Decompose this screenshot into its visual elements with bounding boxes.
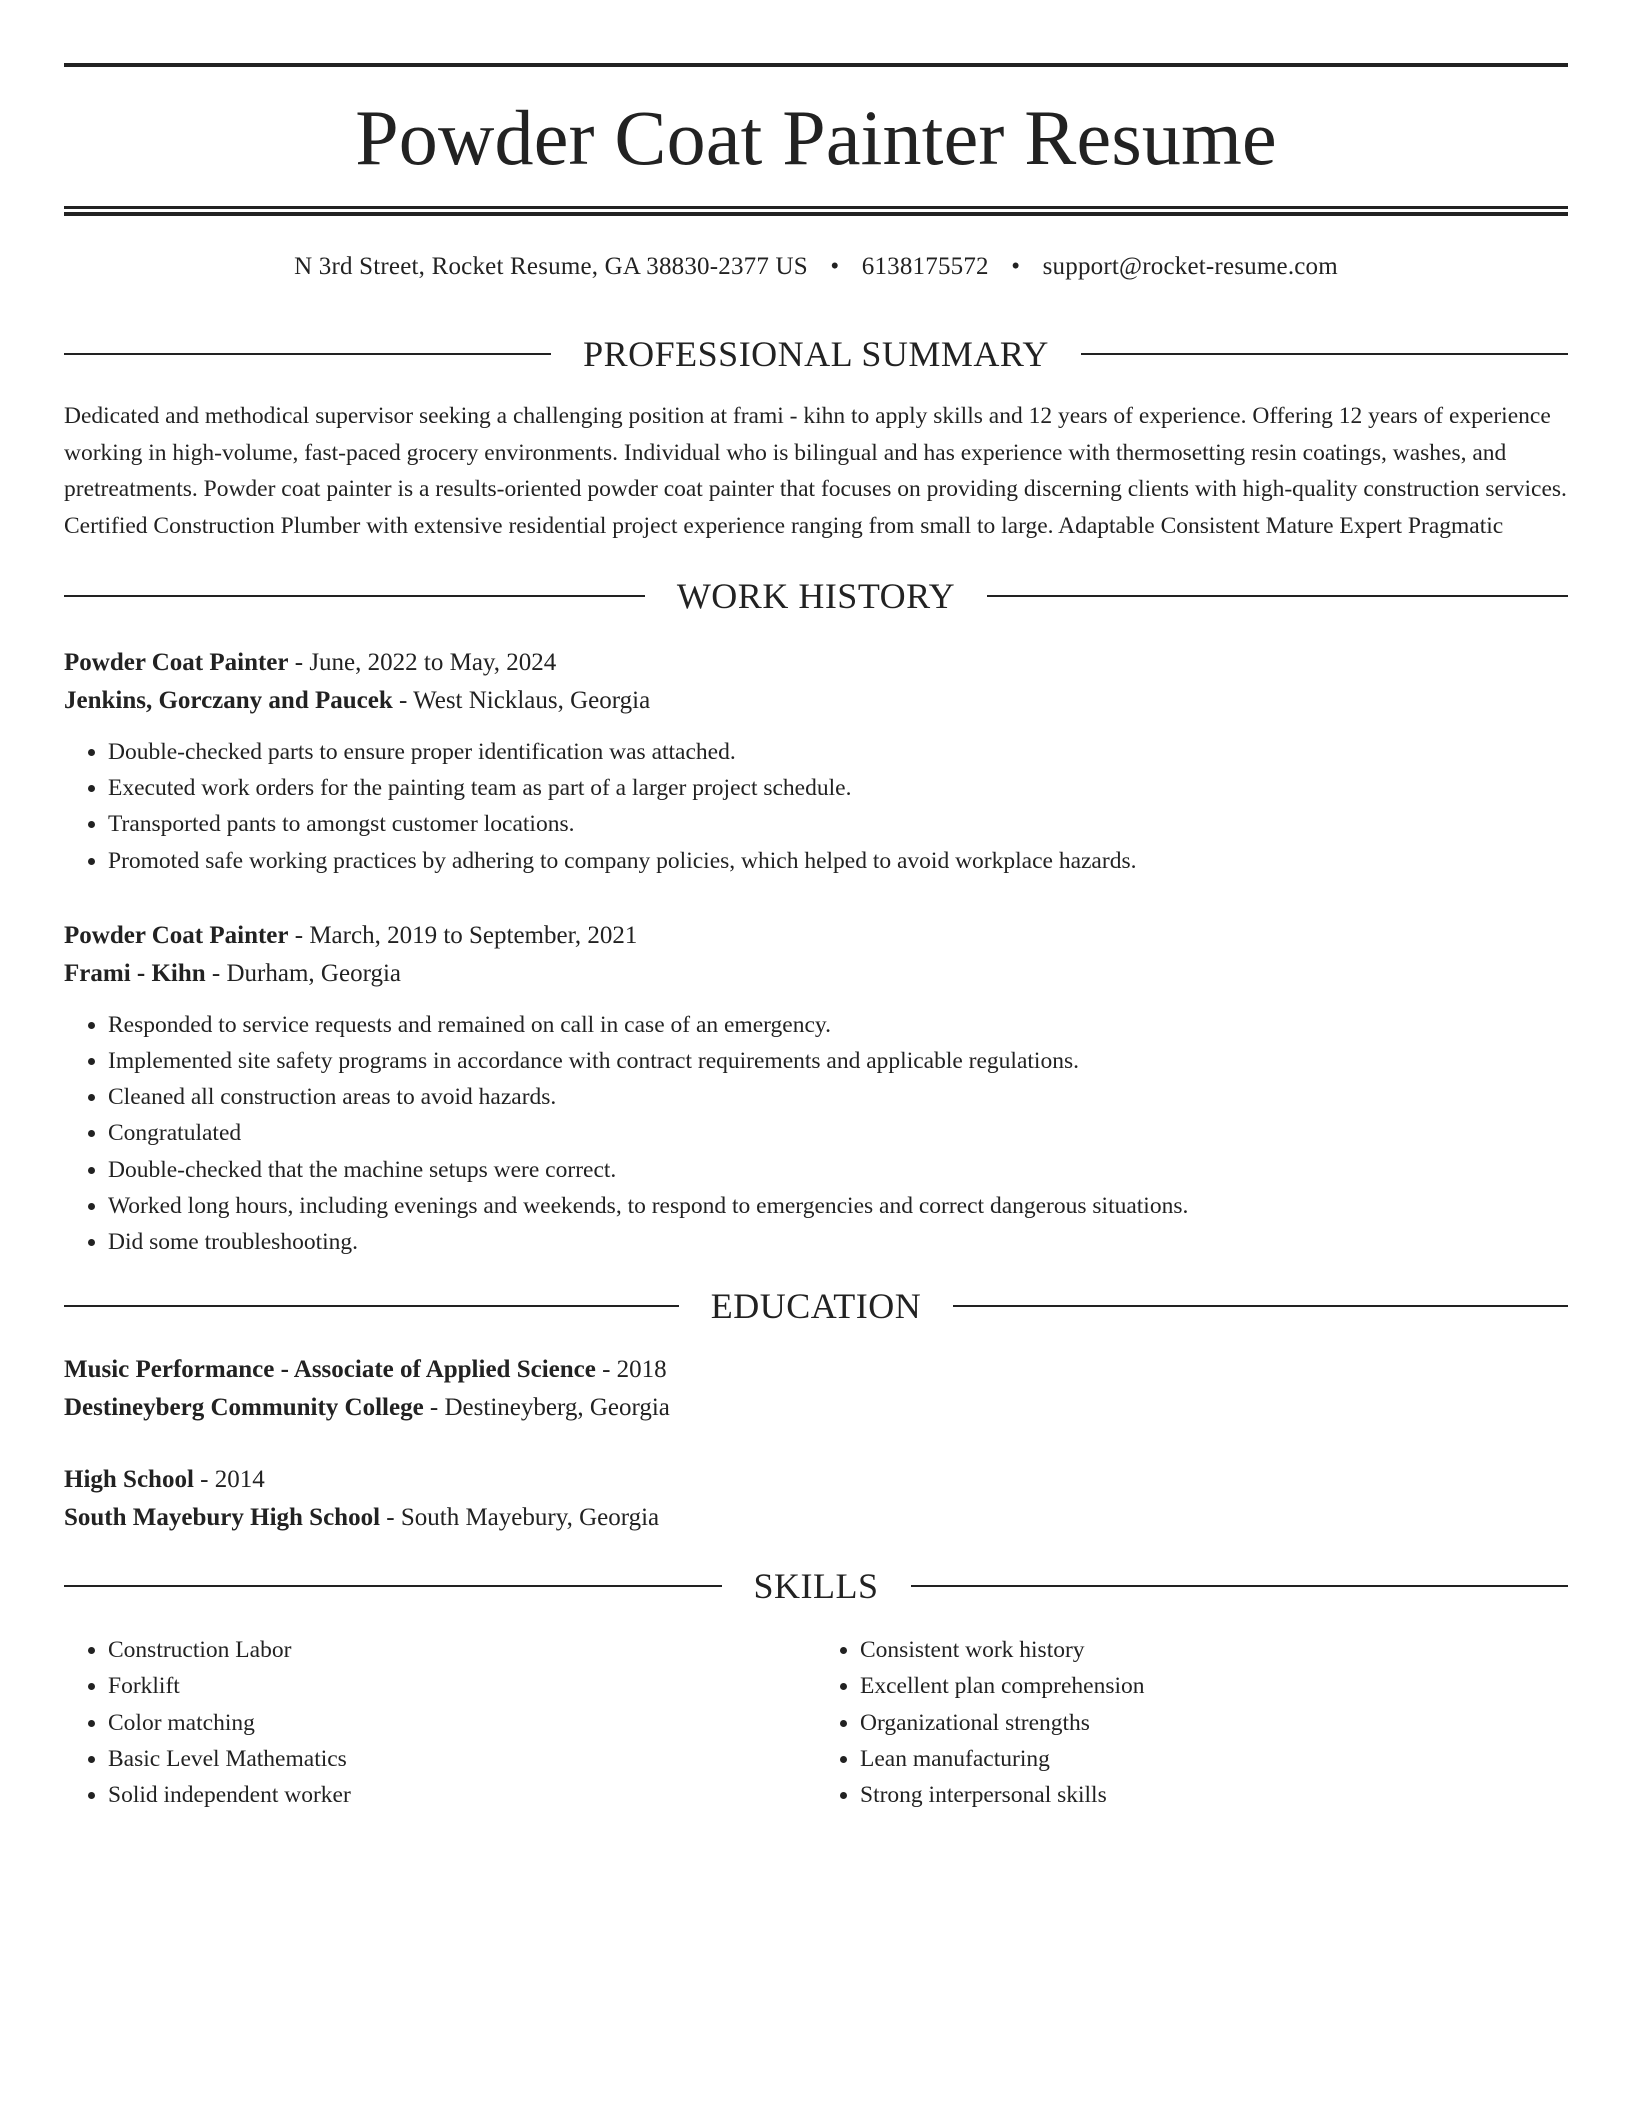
- job-title: Powder Coat Painter: [64, 649, 289, 676]
- title-double-rule: [64, 206, 1568, 216]
- education-degree: High School: [64, 1466, 194, 1494]
- top-rule: [64, 63, 1568, 67]
- education-entry: [64, 1351, 1568, 1427]
- work-section-heading: [64, 578, 1568, 614]
- job-entry: [64, 917, 1568, 1260]
- education-location: - South Mayebury, Georgia: [380, 1504, 660, 1532]
- contact-info: [64, 252, 1568, 282]
- job-company: Jenkins, Gorczany and Paucek: [64, 687, 393, 714]
- education-heading-label: EDUCATION: [710, 1286, 922, 1327]
- heading-rule-left: [64, 595, 645, 597]
- education-school: South Mayebury High School: [64, 1504, 381, 1532]
- heading-rule-right: [1081, 353, 1568, 355]
- summary-heading-label: PROFESSIONAL SUMMARY: [583, 334, 1049, 374]
- list-item: • Color matching: [108, 1705, 816, 1741]
- contact-separator: •: [1011, 253, 1021, 280]
- skills-column-right: [816, 1632, 1568, 1813]
- job-location: - Durham, Georgia: [205, 959, 401, 987]
- heading-rule-right: [911, 1585, 1569, 1587]
- job-dates: - March, 2019 to September, 2021: [288, 921, 638, 949]
- contact-address: N 3rd Street, Rocket Resume, GA 38830-2377 US: [294, 253, 808, 280]
- heading-rule-right: [987, 595, 1568, 597]
- list-item: • Construction Labor: [108, 1632, 816, 1668]
- education-degree: Music Performance - Associate of Applied Science: [64, 1356, 596, 1384]
- job-location: - West Nicklaus, Georgia: [392, 687, 651, 714]
- education-location: - Destineyberg, Georgia: [423, 1394, 670, 1422]
- list-item: • Forklift: [108, 1668, 816, 1704]
- heading-rule-left: [64, 1305, 679, 1307]
- job-bullets: [64, 734, 1568, 879]
- list-item: • Cleaned all construction areas to avoid hazards.: [108, 1079, 1568, 1115]
- education-school: Destineyberg Community College: [64, 1394, 424, 1422]
- resume-title: Powder Coat Painter Resume: [355, 94, 1277, 181]
- contact-email: support@rocket-resume.com: [1042, 253, 1338, 280]
- list-item: • Implemented site safety programs in accordance with contract requirements and applicable regulations.: [108, 1043, 1568, 1079]
- heading-rule-left: [64, 353, 551, 355]
- job-title-line: [64, 917, 1568, 955]
- list-item: • Congratulated: [108, 1115, 1568, 1151]
- list-item: • Did some troubleshooting.: [108, 1224, 1568, 1260]
- heading-rule-right: [953, 1305, 1568, 1307]
- list-item: • Responded to service requests and remained on call in case of an emergency.: [108, 1007, 1568, 1043]
- list-item: • Transported pants to amongst customer locations.: [108, 806, 1568, 842]
- list-item: • Lean manufacturing: [860, 1741, 1568, 1777]
- list-item: • Worked long hours, including evenings and weekends, to respond to emergencies and correct dangerous situations.: [108, 1188, 1568, 1224]
- skills-column-left: [64, 1632, 816, 1813]
- education-entry: [64, 1461, 1568, 1537]
- list-item: • Strong interpersonal skills: [860, 1777, 1568, 1813]
- list-item: • Executed work orders for the painting team as part of a larger project schedule.: [108, 770, 1568, 806]
- summary-text: Dedicated and methodical supervisor seeking a challenging position at frami - kihn to apply skills and 12 years of experience. Offering 12 years of experience working in high-volume, fast-paced grocery environments. Individual who is bilingual and has experience with thermosetting resin coatings, washes, and pretreatments. Powder coat painter is a results-oriented powder coat painter that focuses on providing discerning clients with high-quality construction services. Certified Construction Plumber with extensive residential project experience ranging from small to large. Adaptable Consistent Mature Expert Pragmatic: [64, 403, 1567, 539]
- contact-separator: •: [830, 253, 840, 280]
- job-title: Powder Coat Painter: [64, 921, 289, 949]
- list-item: • Consistent work history: [860, 1632, 1568, 1668]
- job-company-line: [64, 682, 1568, 720]
- education-degree-line: [64, 1461, 1568, 1499]
- education-year: - 2014: [193, 1466, 265, 1494]
- skills-section-heading: [64, 1566, 1568, 1607]
- skills-list-right: [816, 1632, 1568, 1813]
- job-title-line: [64, 644, 1568, 682]
- job-company: Frami - Kihn: [64, 959, 206, 987]
- heading-rule-left: [64, 1585, 722, 1587]
- list-item: • Double-checked that the machine setups were correct.: [108, 1152, 1568, 1188]
- summary-section-heading: [64, 336, 1568, 372]
- skills-heading-label: SKILLS: [753, 1566, 879, 1607]
- education-degree-line: [64, 1351, 1568, 1389]
- contact-phone: 6138175572: [861, 253, 989, 280]
- job-bullets: [64, 1007, 1568, 1260]
- list-item: • Promoted safe working practices by adhering to company policies, which helped to avoid workplace hazards.: [108, 843, 1568, 879]
- education-section-heading: [64, 1286, 1568, 1327]
- job-company-line: [64, 955, 1568, 993]
- job-entry: [64, 644, 1568, 879]
- education-school-line: [64, 1389, 1568, 1427]
- list-item: • Double-checked parts to ensure proper identification was attached.: [108, 734, 1568, 770]
- list-item: • Excellent plan comprehension: [860, 1668, 1568, 1704]
- list-item: • Organizational strengths: [860, 1705, 1568, 1741]
- skills-list-left: [64, 1632, 816, 1813]
- job-dates: - June, 2022 to May, 2024: [288, 649, 557, 676]
- education-year: - 2018: [595, 1356, 667, 1384]
- education-school-line: [64, 1499, 1568, 1537]
- list-item: • Solid independent worker: [108, 1777, 816, 1813]
- list-item: • Basic Level Mathematics: [108, 1741, 816, 1777]
- work-heading-label: WORK HISTORY: [676, 576, 956, 616]
- skills-columns: [64, 1632, 1568, 1813]
